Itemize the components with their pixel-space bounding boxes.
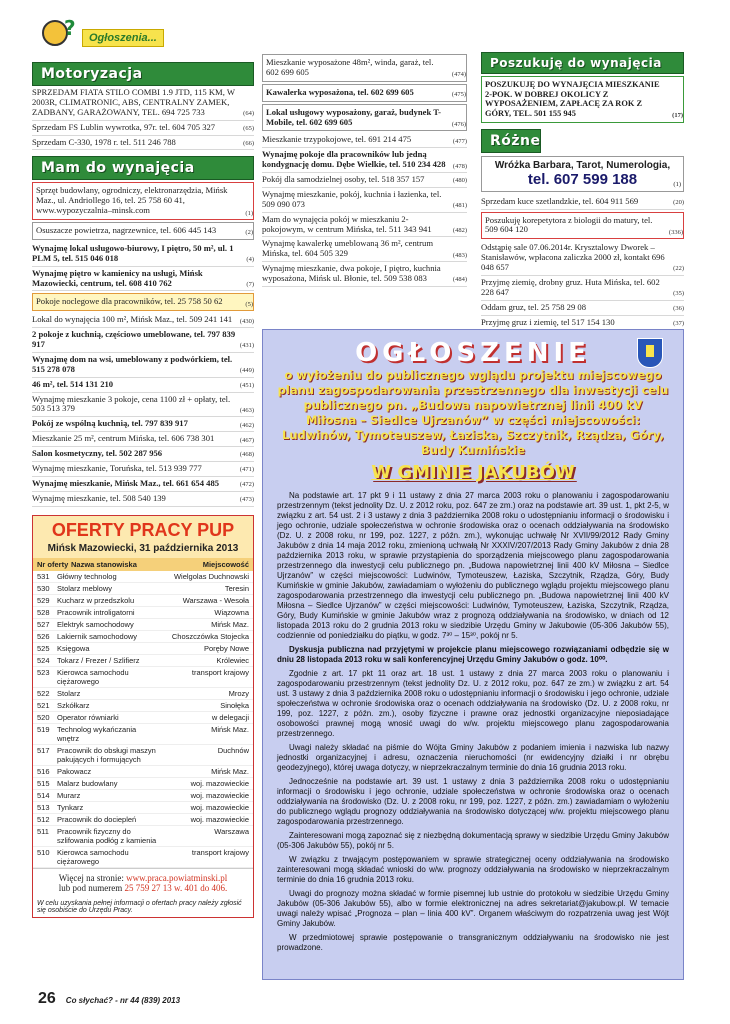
job-location: Duchnów: [217, 745, 249, 755]
ad-text: Lokal usługowy wyposażony, garaż, budynek T-Mobile, tel. 602 699 605: [266, 106, 442, 127]
table-row: [33, 724, 253, 745]
ad-number: (4): [246, 256, 254, 264]
offer-number: 516: [37, 766, 50, 776]
ad-text: Pokój ze wspólną kuchnią, tel. 797 839 917: [32, 418, 188, 429]
ad-text: Pokoje noclegowe dla pracowników, tel. 25 758 50 62: [36, 296, 223, 307]
job-title: Pracownik do obsługi maszyn pakujących i formujących: [57, 745, 156, 764]
ad-number: (475): [451, 91, 466, 99]
job-location: Mińsk Maz.: [211, 724, 249, 734]
ad-number: (7): [246, 280, 254, 288]
ad-number: (1): [673, 181, 681, 189]
pup-more: Więcej na stronie:: [58, 872, 124, 883]
classified-ad: [262, 148, 467, 173]
offer-number: 520: [37, 712, 50, 722]
page-footer: [38, 990, 180, 1008]
classified-ad: [32, 267, 254, 292]
job-location: Królewiec: [216, 655, 249, 665]
ad-text: Oddam gruz, tel. 25 758 29 08: [481, 301, 587, 312]
ad-number: (478): [452, 162, 467, 170]
job-location: transport krajowy: [191, 847, 249, 857]
offer-number: 529: [37, 595, 50, 605]
ad-text: Wynajmę mieszkanie, pokój, kuchnia i łazienka, tel. 509 090 073: [262, 188, 442, 209]
offer-number: 530: [37, 583, 50, 593]
notice-paragraph: Uwagi do prognozy można składać w formie pisemnej lub ustnie do protokołu w siedzibie Urzędu Gminy Jakubów (05-306 Jakubów 55), albo w formie elektronicznej na adres sekretariat@jakubow.pl. W temacie uwagi należy wpisać „Prognoza – plan – linia 400 kV”. Organem właściwym do rozpatrzenia uwag jest Wójt Gminy Jakubów.: [277, 888, 669, 928]
ad-number: (473): [239, 496, 254, 504]
ad-text: Wynajmę mieszkanie, dwa pokoje, I piętro, kuchnia wyposażona, Mińsk ul. Błonie, tel. 509 538 083: [262, 263, 441, 283]
ad-number: (430): [239, 317, 254, 325]
col-header-nr: Nr oferty: [37, 559, 69, 569]
job-title: Główny technolog: [57, 571, 117, 581]
wrozka-phone: tel. 607 599 188: [527, 170, 638, 188]
notice-paragraph: Na podstawie art. 17 pkt 9 i 11 ustawy z dnia 27 marca 2003 roku o planowaniu i zagospodarowaniu przestrzennym (tekst jednolity Dz. U. z 2012 roku, poz. 647 ze zm.) oraz na podstawie art. 39 ust. 1, pkt 2-5, w związku z art. 54 ust. 2 i 3 ustawy z dnia 3 października 2008 roku o udostępnianiu informacji o środowisku i jego ochronie, udziale społeczeństwa w ochronie środowiska oraz o ocenach oddziaływania na środowisko (Dz. U. z 2008 roku, nr 199, poz. 1227, z późn. zm.), wykonując uchwałę Nr XVII/99/2012 Rady Gminy Jakubów z dnia 14 maja 2012 roku, zmienioną uchwałą Nr XXXIV/207/2013 Rady Gminy Jakubów z dnia 28 października 2013 roku, w sprawie przystąpienia do sporządzenia miejscowego planu zagospodarowania przestrzennego dla inwestycji celu publicznego pn. „Budowa napowietrznej linii 400 kV Miłosna – Siedlce Ujrzanów” w części miejscowości: Ludwinów, Tymoteuszew, Łaziska, Szczytnik, Rządza, Góry, Budy Kumińskie w gminie Jakubów, zawiadamiam o wyłożeniu do publicznego wglądu projektu miejscowego planu zagospodarowania przestrzennego dla inwestycji celu publicznego pn. „Budowa napowietrznej linii 400 kV Miłosna – Siedlce Ujrzanów” w części miejscowości: Ludwinów, Tymoteuszew, Łaziska, Szczytnik, Rządza, Góry, Budy Kumińskie w gminie Jakubów wraz z prognozą oddziaływania na środowisko, w dniach od 12 listopada 2013 roku do 2 grudnia 2013 roku w siedzibie Urzędu Gminy w Jakubowie (05-306 Jakubów 55), codziennie od poniedziałku do piątku, w godz. 7³⁰ – 15³⁰, pokój nr 5.: [277, 490, 669, 640]
ad-text: Wynajmę piętro w kamienicy na usługi, Mińsk Mazowiecki, centrum, tel. 608 410 762: [32, 267, 203, 288]
ad-text: Mam do wynajęcia pokój w mieszkaniu 2-pokojowym, w centrum Mińska, tel. 511 343 941: [262, 213, 432, 234]
classified-ad: [32, 477, 254, 492]
pup-title: OFERTY PRACY PUP: [33, 516, 253, 541]
ad-number: (467): [239, 436, 254, 444]
job-title: Pracownik fizyczny do szlifowania podłóg z kamienia: [57, 826, 157, 845]
ad-number: (20): [673, 199, 684, 207]
mam-heading: Mam do wynajęcia: [32, 156, 254, 180]
ad-text: Mieszkanie wyposażone 48m², winda, garaż, tel. 602 699 605: [266, 57, 434, 77]
job-location: Sinołęka: [220, 700, 249, 710]
job-location: Wielgolas Duchnowski: [173, 571, 249, 581]
motoryzacja-heading: Motoryzacja: [32, 62, 254, 86]
job-location: Mińsk Maz.: [211, 619, 249, 629]
ad-text: Sprzedam FS Lublin wywrotka, 97r. tel. 604 705 327: [32, 121, 216, 132]
classified-ad: [262, 104, 467, 132]
job-location: Mińsk Maz.: [211, 766, 249, 776]
job-title: Operator równiarki: [57, 712, 119, 722]
ad-number: (463): [239, 406, 254, 414]
job-title: Tokarz / Frezer / Szlifierz: [57, 655, 140, 665]
classified-ad: [32, 432, 254, 447]
offer-number: 523: [37, 667, 50, 677]
offer-number: 514: [37, 790, 50, 800]
ad-text: Mieszkanie 25 m², centrum Mińska, tel. 606 738 301: [32, 433, 215, 444]
offer-number: 519: [37, 724, 50, 734]
ad-number: (431): [239, 342, 254, 350]
ad-number: (35): [673, 290, 684, 298]
ad-number: (482): [452, 226, 467, 234]
pup-box: [32, 515, 254, 919]
classified-ad: [32, 313, 254, 328]
job-location: transport krajowy: [191, 667, 249, 677]
ad-number: (484): [452, 276, 467, 284]
job-location: Teresin: [224, 583, 249, 593]
job-location: Wiązowna: [214, 607, 249, 617]
ad-number: (17): [672, 112, 683, 120]
magazine-issue: Co słychać? - nr 44 (839) 2013: [65, 996, 181, 1005]
pup-note: W celu uzyskania pełnej informacji o ofertach pracy należy zgłosić się osobiście do Urzędu Pracy.: [37, 900, 242, 915]
ad-text: Kawalerka wyposażona, tel. 602 699 605: [266, 86, 414, 97]
ad-text: Mieszkanie trzypokojowe, tel. 691 214 475: [262, 134, 412, 145]
column-right: [481, 52, 684, 330]
job-location: Warszawa - Wesoła: [182, 595, 249, 605]
classified-ad: [32, 242, 254, 267]
ad-text: Wynajmę dom na wsi, umeblowany z podwórkiem, tel. 515 278 078: [32, 353, 233, 374]
ad-text: Odstąpię sale 07.06.2014r. Krysztalowy Dworek – Stanisławów, wpłacona zaliczka 2000 zł, kontakt 696 048 657: [481, 242, 665, 272]
notice-gmina: W GMINIE JAKUBÓW: [371, 461, 575, 483]
pup-table-header: [33, 558, 253, 571]
notice-box: [262, 329, 684, 980]
classified-ad: [481, 212, 684, 240]
ad-text: 2 pokoje z kuchnią, częściowo umeblowane, tel. 797 839 917: [32, 329, 236, 349]
job-title: Kucharz w przedszkolu: [57, 595, 135, 605]
classified-ad: [32, 393, 254, 418]
classified-ad: [481, 195, 684, 210]
job-location: woj. mazowieckie: [190, 778, 249, 788]
classified-ad: [262, 188, 467, 213]
pup-table: [33, 571, 253, 868]
table-row: [33, 607, 253, 619]
ad-number: (483): [452, 251, 467, 259]
ad-text: Wynajmę mieszkanie, Toruńska, tel. 513 939 777: [32, 462, 202, 473]
table-row: [33, 595, 253, 607]
classified-ad: [32, 222, 254, 240]
table-row: [33, 655, 253, 667]
ad-text: Wynajmę lokal usługowo-biurowy, I piętro, 50 m², ul. 1 PLM 5, tel. 515 046 018: [32, 242, 234, 263]
table-row: [33, 643, 253, 655]
notice-title: OGŁOSZENIE: [355, 338, 591, 368]
offer-number: 521: [37, 700, 50, 710]
ad-text: Przyjmę gruz i ziemię, tel 517 154 130: [481, 316, 615, 327]
table-row: [33, 712, 253, 724]
ad-number: (474): [451, 71, 466, 79]
classified-ad: [481, 241, 684, 276]
notice-paragraph: W przedmiotowej sprawie postępowanie o transgranicznym oddziaływaniu na środowisko nie jest prowadzone.: [277, 932, 669, 952]
job-title: Pracownik introligatorni: [57, 607, 135, 617]
job-title: Stolarz meblowy: [57, 583, 113, 593]
job-title: Kierowca samochodu ciężarowego: [57, 667, 129, 686]
section-label: Ogłoszenia...: [82, 29, 164, 47]
job-location: Warszawa: [214, 826, 249, 836]
ad-number: (36): [673, 305, 684, 313]
classified-ad: [32, 182, 254, 220]
classified-ad: [481, 276, 684, 301]
table-row: [33, 766, 253, 778]
job-title: Murarz: [57, 790, 81, 800]
job-title: Elektryk samochodowy: [57, 619, 134, 629]
pup-phone-pre: lub pod numerem: [58, 882, 123, 893]
classified-ad: [32, 121, 254, 136]
page-number: 26: [38, 990, 56, 1007]
ad-text: Sprzęt budowlany, ogrodniczy, elektronarzędzia, Mińsk Maz., ul. Andriollego 16, tel. 25 758 60 41, www.wypozyczalnia–minsk.com: [36, 185, 228, 216]
classified-ad: [262, 84, 467, 102]
notice-paragraph: Zainteresowani mogą zapoznać się z niezbędną dokumentacją sprawy w siedzibie Urzędu Gminy Jakubów (05-306 Jakubów 55), pokój nr 5.: [277, 830, 669, 850]
job-title: Tynkarz: [57, 802, 84, 812]
section-header: [36, 18, 164, 58]
ad-text: Salon kosmetyczny, tel. 502 287 956: [32, 448, 163, 458]
classified-ad: [32, 447, 254, 462]
ad-text: Sprzedam C-330, 1978 r. tel. 511 246 788: [32, 136, 176, 147]
ad-text: Wynajmę kawalerkę umeblowaną 36 m², centrum Mińska, tel. 604 505 329: [262, 238, 434, 259]
column-left: [32, 62, 254, 918]
col-header-place: Miejscowość: [202, 559, 249, 569]
table-row: [33, 571, 253, 583]
job-title: Lakiernik samochodowy: [57, 631, 138, 641]
classified-ad: [32, 328, 254, 353]
ad-number: (480): [452, 177, 467, 185]
table-row: [33, 667, 253, 688]
ad-text: Lokal do wynajęcia 100 m², Mińsk Maz., tel. 509 241 141: [32, 314, 233, 325]
classified-ad: [32, 417, 254, 432]
classified-ad: [262, 54, 467, 82]
table-row: [33, 619, 253, 631]
table-row: [33, 814, 253, 826]
job-location: w delegacji: [211, 712, 249, 722]
classified-ad: [32, 293, 254, 311]
job-location: woj. mazowieckie: [190, 790, 249, 800]
offer-number: 522: [37, 688, 50, 698]
ad-text: POSZUKUJĘ DO WYNAJĘCIA MIESZKANIE 2-POK. W DOBREJ OKOLICY Z WYPOSAŻENIEM, ZAPŁACĘ ZA ROK Z GÓRY, TEL. 501 155 945: [485, 80, 660, 118]
ad-text: Wynajmę mieszkanie, tel. 508 540 139: [32, 492, 166, 503]
classified-ad: [262, 133, 467, 148]
ad-number: (65): [243, 125, 254, 133]
poszukuje-ad: [481, 76, 684, 123]
ad-number: (66): [243, 139, 254, 147]
ad-number: (477): [452, 137, 467, 145]
ad-number: (449): [239, 367, 254, 375]
table-row: [33, 700, 253, 712]
wrozka-line1: Wróżka Barbara, Tarot, Numerologia,: [494, 159, 671, 171]
offer-number: 510: [37, 847, 50, 857]
offer-number: 524: [37, 655, 50, 665]
ad-text: SPRZEDAM FIATA STILO COMBI 1.9 JTD, 115 KM, W 2003R, CLIMATRONIC, ABS, CENTRALNY ZAMEK, ZADBANY, GARAŻOWANY, TEL. 694 725 733: [32, 87, 235, 117]
job-title: Szkółkarz: [57, 700, 90, 710]
column-middle: [262, 52, 467, 287]
classified-ad: [262, 173, 467, 188]
ad-number: (64): [243, 110, 254, 118]
classified-ad: [262, 213, 467, 238]
ad-number: (471): [239, 466, 254, 474]
ad-text: Wynajmę mieszkanie, Mińsk Maz., tel. 661 654 485: [32, 477, 220, 488]
classified-ad: [32, 353, 254, 378]
offer-number: 528: [37, 607, 50, 617]
ad-text: Osuszacze powietrza, nagrzewnice, tel. 606 445 143: [36, 225, 217, 235]
offer-number: 515: [37, 778, 50, 788]
mam-list: [32, 182, 254, 506]
motoryzacja-list: [32, 86, 254, 150]
job-title: Technolog wykańczania wnętrz: [57, 724, 137, 743]
notice-paragraph: Zgodnie z art. 17 pkt 11 oraz art. 18 ust. 1 ustawy z dnia 27 marca 2003 roku o planowaniu i zagospodarowaniu przestrzennym (tekst jednolity Dz. U. z 2012 roku, poz. 647 ze zm.) w związku z art. 54 ust. 3 ustawy z dnia 3 października 2008 roku o udostępnianiu informacji o środowisku i jego ochronie, udziale społeczeństwa w ochronie środowiska oraz o ocenach oddziaływania na środowisko (Dz. U. z 2008 roku, nr 199, poz. 1227, z późn. zm.), osoby fizyczne i prawne oraz jednostki organizacyjne nieposiadające osobowości prawnej mogą wnosić uwagi do w/w. projektu miejscowego planu zagospodarowania przestrzennego.: [277, 668, 669, 738]
ad-number: (22): [673, 265, 684, 273]
job-title: Malarz budowlany: [57, 778, 118, 788]
notice-paragraph: Jednocześnie na podstawie art. 39 ust. 1 ustawy z dnia 3 października 2008 roku o udostępnianiu informacji o środowisku i jego ochronie, udziale społeczeństwa w ochronie środowiska oraz o ocenach oddziaływania na środowisko (Dz. U. z 2008 roku, nr 199, poz. 1227, z późn. zm.) zawiadamiam o wyłożeniu do publicznego wglądu prognozy oddziaływania na środowisko dotyczącej w/w. projektu miejscowego planu zagospodarowania przestrzennego.: [277, 776, 669, 826]
notice-paragraph: W związku z trwającym postępowaniem w sprawie strategicznej oceny oddziaływania na środowisko zainteresowani mogą składać wnioski do w/w. prognozy oddziaływania na środowisko w nieprzekraczalnym terminie do dnia 16 grudnia 2013 roku.: [277, 854, 669, 884]
table-row: [33, 745, 253, 766]
job-location: woj. mazowieckie: [190, 802, 249, 812]
ad-number: (472): [239, 481, 254, 489]
job-title: Księgowa: [57, 643, 90, 653]
table-row: [33, 847, 253, 868]
classified-ad: [262, 262, 467, 287]
ad-text: Wynajmę mieszkanie 3 pokoje, cena 1100 zł + opłaty, tel. 503 513 379: [32, 393, 231, 414]
offer-number: 525: [37, 643, 50, 653]
offer-number: 511: [37, 826, 49, 836]
ad-text: Poszukuję korepetytora z biologii do matury, tel. 509 604 120: [485, 214, 653, 235]
job-location: Poręby Nowe: [203, 643, 249, 653]
table-row: [33, 688, 253, 700]
ad-number: (451): [239, 382, 254, 390]
rozne-heading: Różne: [481, 129, 541, 153]
classified-ad: [32, 86, 254, 121]
ad-number: (2): [245, 229, 253, 237]
offer-number: 513: [37, 802, 50, 812]
classified-ad: [32, 492, 254, 507]
job-title: Pracownik do dociepleń: [57, 814, 137, 824]
rozne-list: [481, 195, 684, 331]
coat-of-arms-icon: [637, 338, 663, 368]
ad-text: Wynajmę pokoje dla pracowników lub jedną kondygnację domu. Dębe Wielkie, tel. 510 234 428: [262, 149, 446, 170]
classified-ad: [32, 136, 254, 151]
job-location: Choszczówka Stojecka: [171, 631, 249, 641]
ad-text: Pokój dla samodzielnej osoby, tel. 518 357 157: [262, 174, 425, 184]
table-row: [33, 631, 253, 643]
classified-ad: [32, 378, 254, 393]
middle-list: [262, 54, 467, 287]
pup-phone: 25 759 27 13 w. 401 do 406.: [124, 882, 228, 893]
ad-text: Sprzedam kuce szetlandzkie, tel. 604 911 569: [481, 195, 639, 206]
wrozka-ad: [481, 156, 684, 192]
notice-paragraph: Uwagi należy składać na piśmie do Wójta Gminy Jakubów z podaniem imienia i nazwiska lub nazwy jednostki organizacyjnej i adresu, oznaczenia nieruchomości (nr ewidencyjny działki i nr obrębu geodezyjnego), której uwaga dotyczy, w nieprzekraczalnym terminie do dnia 16 grudnia 2013 roku.: [277, 742, 669, 772]
ad-number: (1): [245, 209, 253, 217]
col-header-name: Nazwa stanowiska: [71, 559, 137, 569]
job-title: Stolarz: [57, 688, 81, 698]
table-row: [33, 826, 253, 847]
ad-number: (37): [673, 319, 684, 327]
job-location: woj. mazowieckie: [190, 814, 249, 824]
ad-text: 46 m², tel. 514 131 210: [32, 378, 114, 389]
job-title: Pakowacz: [57, 766, 92, 776]
poszukuje-heading: Poszukuję do wynajęcia: [481, 52, 684, 74]
offer-number: 527: [37, 619, 50, 629]
table-row: [33, 583, 253, 595]
job-location: Mrozy: [228, 688, 249, 698]
table-row: [33, 802, 253, 814]
offer-number: 531: [37, 571, 50, 581]
pup-subtitle: Mińsk Mazowiecki, 31 października 2013: [33, 541, 253, 558]
classified-ad: [262, 237, 467, 262]
notice-body: [263, 491, 683, 953]
classified-ad: [481, 301, 684, 316]
notice-subtitle: o wyłożeniu do publicznego wglądu projektu miejscowego planu zagospodarowania przestrzennego dla inwestycji celu publicznego pn. „Budowa napowietrznej linii 400 kV Miłosna – Siedlce Ujrzanów” w części miejscowości: Ludwinów, Tymoteuszew, Łaziska, Szczytnik, Rządza, Góry, Budy Kumińskie: [277, 368, 669, 457]
ad-number: (476): [451, 120, 466, 128]
table-row: [33, 778, 253, 790]
job-title: Kierowca samochodu ciężarowego: [57, 847, 129, 866]
offer-number: 526: [37, 631, 50, 641]
ad-text: Przyjmę ziemię, drobny gruz. Huta Mińska, tel. 602 228 647: [481, 276, 660, 297]
ad-number: (336): [668, 228, 683, 236]
pup-link[interactable]: www.praca.powiatminski.pl: [126, 872, 228, 883]
table-row: [33, 790, 253, 802]
ad-number: (462): [239, 421, 254, 429]
notice-paragraph: Dyskusja publiczna nad przyjętymi w projekcie planu miejscowego rozwiązaniami odbędzie się w dniu 28 listopada 2013 roku w sali konferencyjnej Urzędu Gminy Jakubów o godz. 10⁰⁰.: [277, 644, 669, 664]
ad-number: (481): [452, 202, 467, 210]
classified-ad: [32, 462, 254, 477]
ad-number: (468): [239, 451, 254, 459]
ad-number: (5): [245, 300, 253, 308]
offer-number: 512: [37, 814, 50, 824]
pup-footer: [33, 868, 253, 898]
mascot-icon: ?: [36, 18, 80, 58]
offer-number: 517: [37, 745, 50, 755]
